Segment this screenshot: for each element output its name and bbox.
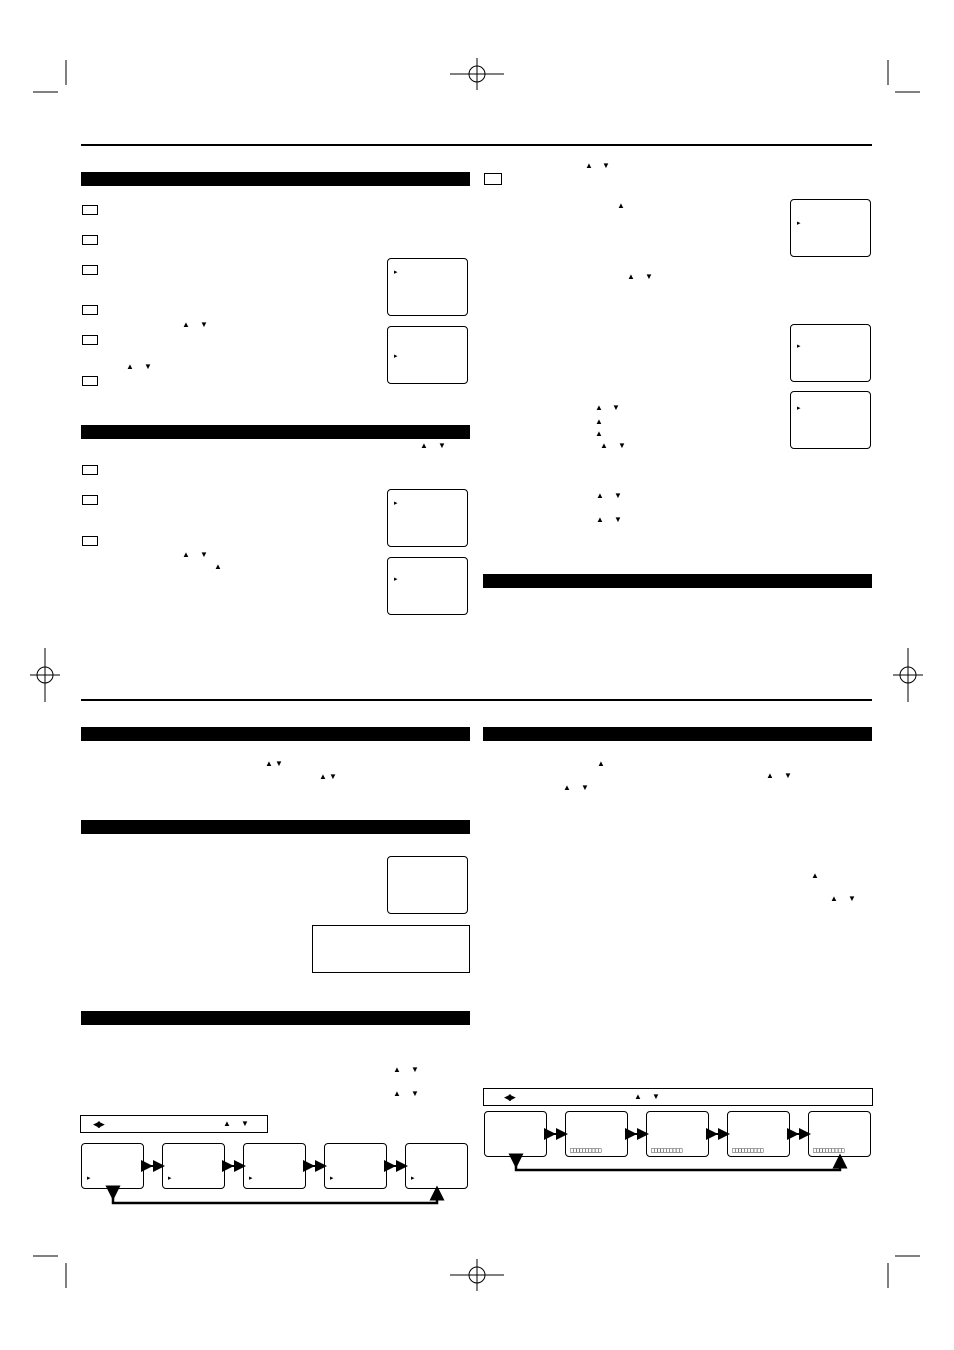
up-arrow-icon: ▲: [634, 1092, 642, 1101]
up-arrow-icon: ▲: [563, 783, 571, 792]
menu-pointer-icon: ▸: [249, 1175, 253, 1182]
up-arrow-icon: ▲: [420, 441, 428, 450]
down-arrow-icon: ▼: [614, 515, 622, 524]
up-arrow-icon: ▲: [223, 1119, 231, 1128]
binary-display: □□□□□□□□□□: [813, 1147, 845, 1154]
down-arrow-icon: ▼: [618, 441, 626, 450]
down-arrow-icon: ▼: [652, 1092, 660, 1101]
up-arrow-icon: ▲: [214, 562, 222, 571]
menu-pointer-icon: ▸: [394, 576, 398, 583]
down-arrow-icon: ▼: [329, 772, 337, 781]
up-arrow-icon: ▲: [595, 429, 603, 438]
up-arrow-icon: ▲: [182, 320, 190, 329]
up-arrow-icon: ▲: [595, 417, 603, 426]
menu-pointer-icon: ▸: [394, 500, 398, 507]
down-arrow-icon: ▼: [614, 491, 622, 500]
up-arrow-icon: ▲: [617, 201, 625, 210]
up-arrow-icon: ▲: [596, 515, 604, 524]
left-right-arrow-icon: ◀▶: [93, 1119, 103, 1129]
down-arrow-icon: ▼: [581, 783, 589, 792]
up-arrow-icon: ▲: [596, 491, 604, 500]
menu-pointer-icon: ▸: [168, 1175, 172, 1182]
down-arrow-icon: ▼: [612, 403, 620, 412]
up-arrow-icon: ▲: [319, 772, 327, 781]
up-arrow-icon: ▲: [627, 272, 635, 281]
left-right-arrow-icon: ◀▶: [504, 1092, 514, 1102]
binary-display: □□□□□□□□□□: [732, 1147, 764, 1154]
menu-pointer-icon: ▸: [797, 343, 801, 350]
menu-pointer-icon: ▸: [87, 1175, 91, 1182]
up-arrow-icon: ▲: [585, 161, 593, 170]
down-arrow-icon: ▼: [645, 272, 653, 281]
up-arrow-icon: ▲: [182, 550, 190, 559]
down-arrow-icon: ▼: [784, 771, 792, 780]
menu-pointer-icon: ▸: [797, 220, 801, 227]
up-arrow-icon: ▲: [393, 1065, 401, 1074]
down-arrow-icon: ▼: [411, 1065, 419, 1074]
down-arrow-icon: ▼: [241, 1119, 249, 1128]
up-arrow-icon: ▲: [766, 771, 774, 780]
menu-pointer-icon: ▸: [394, 353, 398, 360]
down-arrow-icon: ▼: [602, 161, 610, 170]
down-arrow-icon: ▼: [848, 894, 856, 903]
down-arrow-icon: ▼: [200, 550, 208, 559]
up-arrow-icon: ▲: [830, 894, 838, 903]
down-arrow-icon: ▼: [200, 320, 208, 329]
menu-pointer-icon: ▸: [411, 1175, 415, 1182]
down-arrow-icon: ▼: [438, 441, 446, 450]
up-arrow-icon: ▲: [595, 403, 603, 412]
down-arrow-icon: ▼: [275, 759, 283, 768]
binary-display: □□□□□□□□□□: [651, 1147, 683, 1154]
binary-display: □□□□□□□□□□: [570, 1147, 602, 1154]
up-arrow-icon: ▲: [600, 441, 608, 450]
menu-pointer-icon: ▸: [797, 405, 801, 412]
up-arrow-icon: ▲: [811, 871, 819, 880]
up-arrow-icon: ▲: [126, 362, 134, 371]
menu-pointer-icon: ▸: [330, 1175, 334, 1182]
menu-pointer-icon: ▸: [394, 269, 398, 276]
up-arrow-icon: ▲: [265, 759, 273, 768]
down-arrow-icon: ▼: [411, 1089, 419, 1098]
down-arrow-icon: ▼: [144, 362, 152, 371]
up-arrow-icon: ▲: [393, 1089, 401, 1098]
up-arrow-icon: ▲: [597, 759, 605, 768]
